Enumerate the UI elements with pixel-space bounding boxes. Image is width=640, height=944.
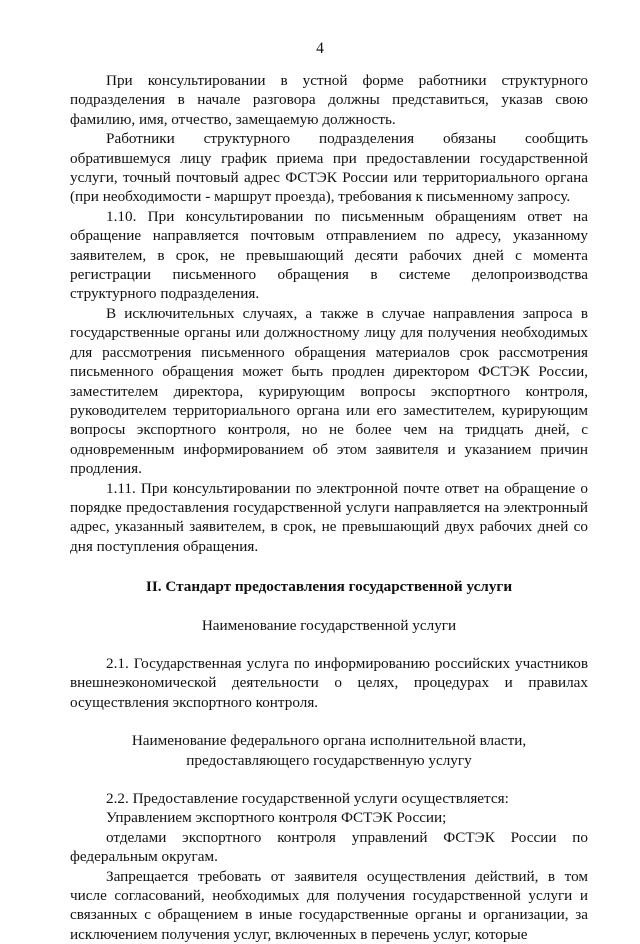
paragraph-oral-consultation: При консультировании в устной форме работники структурного подразделения в начале разговора должны представиться, указав свою фамилию, имя, отчество, замещаемую должность. — [70, 72, 588, 128]
subheading-service-name: Наименование государственной услуги — [201, 616, 457, 634]
paragraph-exceptional-cases: В исключительных случаях, а также в случае направления запроса в государственные органы или должностному лицу для получения необходимых для рассмотрения письменного обращения материалов срок рассмотрения письменного обращения может быть продлен директором ФСТЭК России, заместителем директора, курирующим вопросы экспортного контроля, руководителем территориального органа или его заместителем, курирующим вопросы экспортного контроля, но не более чем на тридцать дней, с одновременным информированием об этом заявителя и указанием причин продления. — [70, 304, 588, 478]
page-number: 4 — [316, 40, 324, 57]
paragraph-1-11: 1.11. При консультировании по электронной почте ответ на обращение о порядке предоставления государственной услуги направляется на электронный адрес, указанный заявителем, в срок, не превышающий двух рабочих дней со дня поступления обращения. — [70, 479, 588, 555]
paragraph-2-2-item-2: отделами экспортного контроля управлений ФСТЭК России по федеральным округам. — [70, 828, 588, 866]
paragraph-1-10: 1.10. При консультировании по письменным обращениям ответ на обращение направляется почтовым отправлением по адресу, указанному заявителем, в срок, не превышающий десяти рабочих дней с момента регистрации письменного обращения в системе делопроизводства структурного подразделения. — [70, 207, 588, 303]
section-title: II. Стандарт предоставления государственной услуги — [145, 578, 513, 596]
paragraph-prohibition: Запрещается требовать от заявителя осуществления действий, в том числе согласований, необходимых для получения государственной услуги и связанных с обращением в иные государственные органы и организации, за исключением получения услуг, включенных в перечень услуг, которые — [70, 867, 588, 943]
paragraph-schedule-info: Работники структурного подразделения обязаны сообщить обратившемуся лицу график приема при предоставлении государственной услуги, точный почтовый адрес ФСТЭК России или территориального органа (при необходимости - маршрут проезда), требования к письменному запросу. — [70, 130, 588, 206]
subheading-authority-line-2: предоставляющего государственную услугу — [186, 751, 472, 769]
document-body — [70, 71, 588, 944]
paragraph-2-2-item-1: Управлением экспортного контроля ФСТЭК России; — [106, 809, 447, 827]
paragraph-2-2-intro: 2.2. Предоставление государственной услуги осуществляется: — [106, 790, 509, 807]
paragraph-2-1: 2.1. Государственная услуга по информированию российских участников внешнеэкономической деятельности о целях, процедурах и правилах осуществления экспортного контроля. — [70, 654, 588, 711]
subheading-authority-line-1: Наименование федерального органа исполнительной власти, — [131, 732, 527, 750]
